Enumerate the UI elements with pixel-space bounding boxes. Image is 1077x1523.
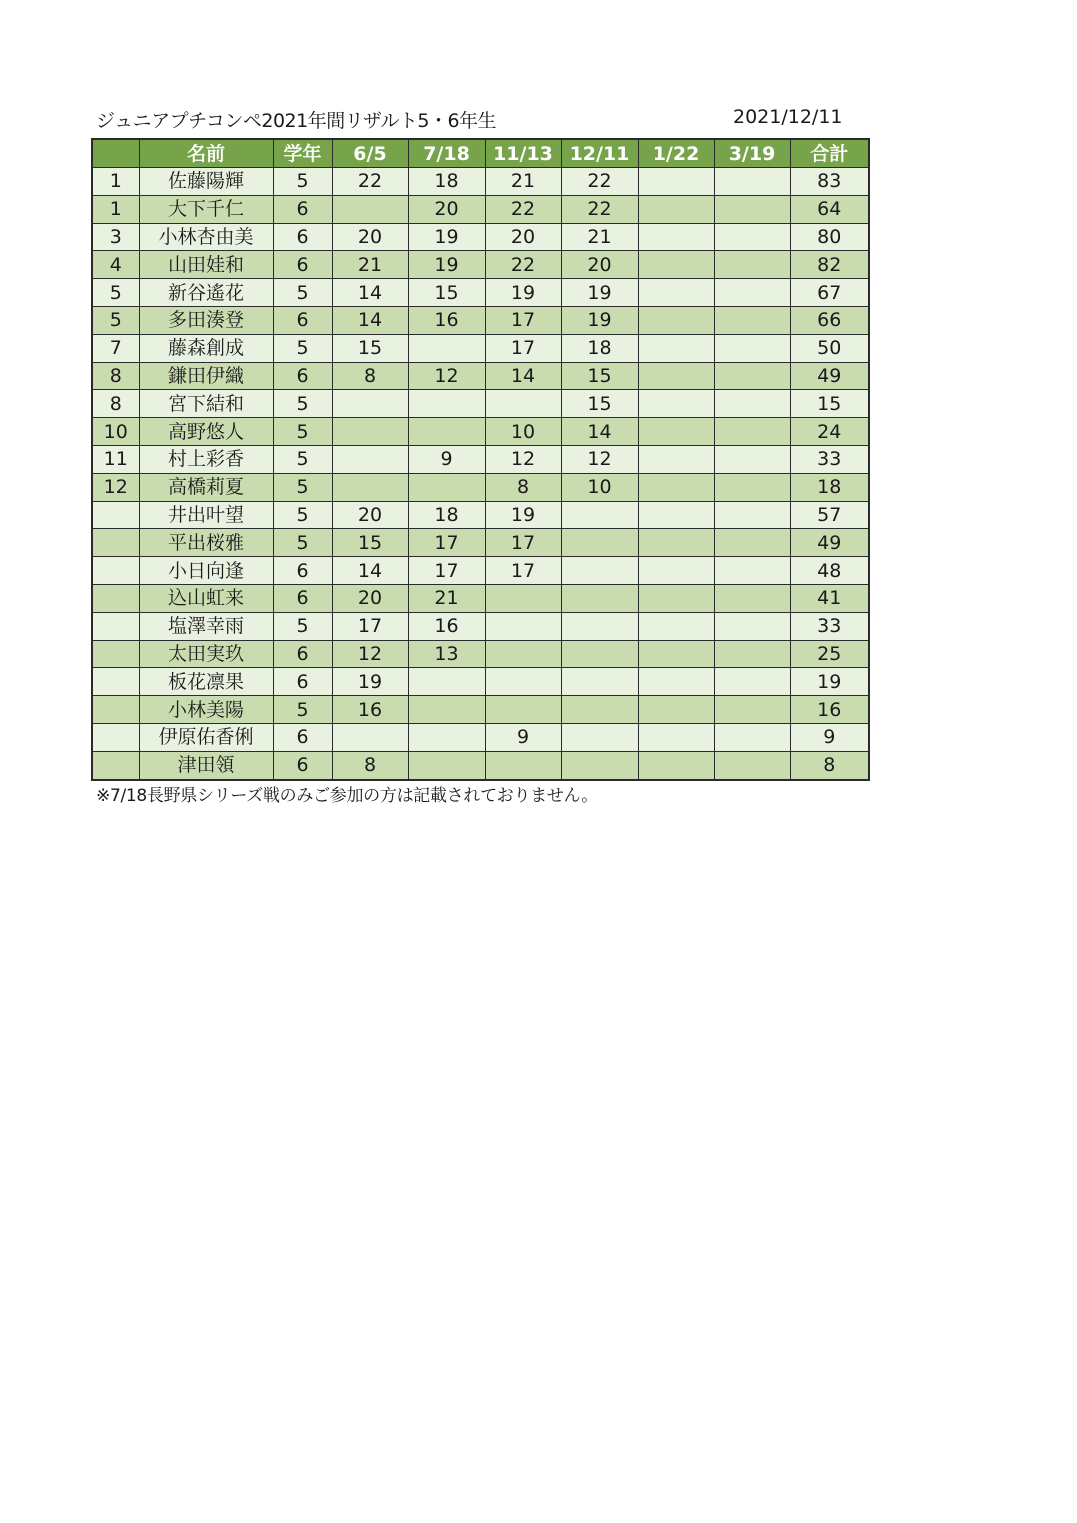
- score-1113-cell: [485, 696, 561, 724]
- total-cell: 9: [790, 723, 869, 751]
- total-cell: 33: [790, 445, 869, 473]
- table-row: [92, 279, 869, 307]
- score-0122-cell: [638, 223, 714, 251]
- score-0319-cell: [714, 418, 790, 446]
- score-0319-cell: [714, 473, 790, 501]
- score-1113-cell: 9: [485, 723, 561, 751]
- total-cell: 18: [790, 473, 869, 501]
- rank-cell: 11: [92, 445, 139, 473]
- score-0122-cell: [638, 390, 714, 418]
- score-0605-cell: 8: [332, 362, 408, 390]
- score-0319-cell: [714, 223, 790, 251]
- table-row: [92, 445, 869, 473]
- score-1113-cell: 10: [485, 418, 561, 446]
- score-1211-cell: [561, 557, 638, 585]
- col-grade-header: 学年: [273, 139, 332, 168]
- score-0605-cell: 16: [332, 696, 408, 724]
- col-rank-header: [92, 139, 139, 168]
- grade-cell: 6: [273, 723, 332, 751]
- table-body: [92, 168, 869, 780]
- score-1113-cell: [485, 640, 561, 668]
- total-cell: 48: [790, 557, 869, 585]
- name-cell: 佐藤陽輝: [139, 168, 273, 196]
- score-0122-cell: [638, 696, 714, 724]
- score-0122-cell: [638, 362, 714, 390]
- score-0718-cell: 15: [408, 279, 485, 307]
- score-1113-cell: 22: [485, 195, 561, 223]
- score-0319-cell: [714, 390, 790, 418]
- score-0122-cell: [638, 640, 714, 668]
- total-cell: 64: [790, 195, 869, 223]
- col-0718-header: 7/18: [408, 139, 485, 168]
- name-cell: 津田領: [139, 751, 273, 779]
- score-1211-cell: [561, 723, 638, 751]
- total-cell: 15: [790, 390, 869, 418]
- total-cell: 49: [790, 362, 869, 390]
- score-0718-cell: [408, 696, 485, 724]
- rank-cell: 8: [92, 362, 139, 390]
- score-0319-cell: [714, 640, 790, 668]
- col-0605-header: 6/5: [332, 139, 408, 168]
- grade-cell: 5: [273, 279, 332, 307]
- rank-cell: 10: [92, 418, 139, 446]
- score-0718-cell: [408, 751, 485, 779]
- col-name-header: 名前: [139, 139, 273, 168]
- score-1113-cell: 8: [485, 473, 561, 501]
- name-cell: 多田湊登: [139, 306, 273, 334]
- table-row: [92, 584, 869, 612]
- total-cell: 66: [790, 306, 869, 334]
- score-0122-cell: [638, 195, 714, 223]
- score-0605-cell: 21: [332, 251, 408, 279]
- table-row: [92, 501, 869, 529]
- table-row: [92, 473, 869, 501]
- total-cell: 49: [790, 529, 869, 557]
- score-1211-cell: [561, 668, 638, 696]
- total-cell: 67: [790, 279, 869, 307]
- score-0122-cell: [638, 334, 714, 362]
- total-cell: 41: [790, 584, 869, 612]
- table-row: [92, 529, 869, 557]
- name-cell: 小林杏由美: [139, 223, 273, 251]
- table-row: [92, 640, 869, 668]
- name-cell: 板花凛果: [139, 668, 273, 696]
- score-0605-cell: 15: [332, 529, 408, 557]
- grade-cell: 6: [273, 306, 332, 334]
- score-0122-cell: [638, 306, 714, 334]
- total-cell: 19: [790, 668, 869, 696]
- grade-cell: 5: [273, 390, 332, 418]
- grade-cell: 5: [273, 334, 332, 362]
- name-cell: 宮下結和: [139, 390, 273, 418]
- score-1113-cell: 14: [485, 362, 561, 390]
- rank-cell: 5: [92, 279, 139, 307]
- rank-cell: 1: [92, 168, 139, 196]
- score-0319-cell: [714, 529, 790, 557]
- grade-cell: 5: [273, 473, 332, 501]
- table-row: [92, 195, 869, 223]
- score-0718-cell: 18: [408, 168, 485, 196]
- score-0718-cell: 17: [408, 557, 485, 585]
- table-row: [92, 723, 869, 751]
- score-0319-cell: [714, 557, 790, 585]
- score-1113-cell: [485, 751, 561, 779]
- rank-cell: 8: [92, 390, 139, 418]
- grade-cell: 6: [273, 251, 332, 279]
- score-1211-cell: 19: [561, 279, 638, 307]
- grade-cell: 6: [273, 584, 332, 612]
- score-0605-cell: 19: [332, 668, 408, 696]
- score-0122-cell: [638, 501, 714, 529]
- score-1211-cell: 14: [561, 418, 638, 446]
- total-cell: 83: [790, 168, 869, 196]
- score-1113-cell: 17: [485, 334, 561, 362]
- col-0319-header: 3/19: [714, 139, 790, 168]
- name-cell: 平出桜雅: [139, 529, 273, 557]
- rank-cell: 12: [92, 473, 139, 501]
- rank-cell: 5: [92, 306, 139, 334]
- grade-cell: 6: [273, 557, 332, 585]
- name-cell: 藤森創成: [139, 334, 273, 362]
- score-1211-cell: [561, 529, 638, 557]
- score-1113-cell: 17: [485, 557, 561, 585]
- score-1211-cell: 19: [561, 306, 638, 334]
- score-1211-cell: [561, 501, 638, 529]
- col-0122-header: 1/22: [638, 139, 714, 168]
- score-1113-cell: 12: [485, 445, 561, 473]
- score-0319-cell: [714, 501, 790, 529]
- grade-cell: 6: [273, 751, 332, 779]
- name-cell: 伊原佑香俐: [139, 723, 273, 751]
- score-0122-cell: [638, 557, 714, 585]
- score-0319-cell: [714, 168, 790, 196]
- grade-cell: 6: [273, 223, 332, 251]
- score-0319-cell: [714, 584, 790, 612]
- score-1113-cell: [485, 584, 561, 612]
- rank-cell: [92, 584, 139, 612]
- score-0718-cell: [408, 418, 485, 446]
- score-1113-cell: 19: [485, 279, 561, 307]
- score-1211-cell: 22: [561, 168, 638, 196]
- score-1113-cell: [485, 390, 561, 418]
- score-0605-cell: [332, 418, 408, 446]
- table-row: [92, 390, 869, 418]
- rank-cell: [92, 501, 139, 529]
- footnote: ※7/18長野県シリーズ戦のみご参加の方は記載されておりません。: [96, 786, 598, 806]
- score-0605-cell: [332, 390, 408, 418]
- score-0718-cell: 20: [408, 195, 485, 223]
- score-0718-cell: 13: [408, 640, 485, 668]
- grade-cell: 5: [273, 418, 332, 446]
- score-0122-cell: [638, 723, 714, 751]
- score-0605-cell: 20: [332, 223, 408, 251]
- score-1211-cell: 18: [561, 334, 638, 362]
- score-0605-cell: 14: [332, 557, 408, 585]
- score-0319-cell: [714, 723, 790, 751]
- score-0605-cell: 14: [332, 279, 408, 307]
- score-1211-cell: 10: [561, 473, 638, 501]
- score-0122-cell: [638, 251, 714, 279]
- score-1113-cell: 20: [485, 223, 561, 251]
- name-cell: 高橋莉夏: [139, 473, 273, 501]
- score-1113-cell: 17: [485, 306, 561, 334]
- table-row: [92, 223, 869, 251]
- rank-cell: 4: [92, 251, 139, 279]
- score-0319-cell: [714, 279, 790, 307]
- score-0122-cell: [638, 279, 714, 307]
- score-1113-cell: 19: [485, 501, 561, 529]
- score-1211-cell: [561, 751, 638, 779]
- score-0718-cell: [408, 334, 485, 362]
- score-0605-cell: 20: [332, 501, 408, 529]
- score-0122-cell: [638, 751, 714, 779]
- grade-cell: 5: [273, 529, 332, 557]
- total-cell: 82: [790, 251, 869, 279]
- name-cell: 小林美陽: [139, 696, 273, 724]
- total-cell: 25: [790, 640, 869, 668]
- header-row: [92, 139, 869, 168]
- rank-cell: [92, 612, 139, 640]
- score-0605-cell: [332, 473, 408, 501]
- name-cell: 村上彩香: [139, 445, 273, 473]
- grade-cell: 6: [273, 668, 332, 696]
- score-0718-cell: 9: [408, 445, 485, 473]
- score-1211-cell: 20: [561, 251, 638, 279]
- rank-cell: [92, 668, 139, 696]
- grade-cell: 5: [273, 168, 332, 196]
- total-cell: 16: [790, 696, 869, 724]
- table-row: [92, 696, 869, 724]
- score-0718-cell: [408, 473, 485, 501]
- name-cell: 太田実玖: [139, 640, 273, 668]
- score-0319-cell: [714, 306, 790, 334]
- score-0122-cell: [638, 445, 714, 473]
- score-1211-cell: [561, 612, 638, 640]
- score-0718-cell: [408, 390, 485, 418]
- rank-cell: 1: [92, 195, 139, 223]
- total-cell: 50: [790, 334, 869, 362]
- rank-cell: [92, 723, 139, 751]
- score-1113-cell: 21: [485, 168, 561, 196]
- col-1211-header: 12/11: [561, 139, 638, 168]
- table-row: [92, 306, 869, 334]
- score-1211-cell: [561, 584, 638, 612]
- name-cell: 塩澤幸雨: [139, 612, 273, 640]
- col-1113-header: 11/13: [485, 139, 561, 168]
- table-row: [92, 251, 869, 279]
- table-row: [92, 751, 869, 779]
- score-1211-cell: [561, 640, 638, 668]
- rank-cell: [92, 751, 139, 779]
- name-cell: 新谷遙花: [139, 279, 273, 307]
- score-0319-cell: [714, 251, 790, 279]
- name-cell: 高野悠人: [139, 418, 273, 446]
- score-1113-cell: [485, 668, 561, 696]
- score-0319-cell: [714, 696, 790, 724]
- score-0605-cell: 12: [332, 640, 408, 668]
- total-cell: 8: [790, 751, 869, 779]
- grade-cell: 5: [273, 445, 332, 473]
- grade-cell: 6: [273, 640, 332, 668]
- name-cell: 小日向逢: [139, 557, 273, 585]
- table-row: [92, 612, 869, 640]
- table-row: [92, 334, 869, 362]
- total-cell: 57: [790, 501, 869, 529]
- score-0122-cell: [638, 612, 714, 640]
- score-0718-cell: 18: [408, 501, 485, 529]
- score-0718-cell: 19: [408, 223, 485, 251]
- score-0319-cell: [714, 334, 790, 362]
- table-row: [92, 418, 869, 446]
- rank-cell: [92, 557, 139, 585]
- rank-cell: 3: [92, 223, 139, 251]
- score-1211-cell: 21: [561, 223, 638, 251]
- score-0605-cell: 17: [332, 612, 408, 640]
- report-date: 2021/12/11: [733, 106, 843, 128]
- score-0605-cell: 22: [332, 168, 408, 196]
- score-0122-cell: [638, 168, 714, 196]
- score-0319-cell: [714, 668, 790, 696]
- score-0319-cell: [714, 751, 790, 779]
- score-0122-cell: [638, 418, 714, 446]
- score-0718-cell: [408, 668, 485, 696]
- score-0605-cell: 20: [332, 584, 408, 612]
- score-0718-cell: 19: [408, 251, 485, 279]
- col-total-header: 合計: [790, 139, 869, 168]
- score-0122-cell: [638, 529, 714, 557]
- rank-cell: [92, 696, 139, 724]
- score-0319-cell: [714, 362, 790, 390]
- total-cell: 80: [790, 223, 869, 251]
- name-cell: 鎌田伊織: [139, 362, 273, 390]
- rank-cell: [92, 640, 139, 668]
- score-0605-cell: 15: [332, 334, 408, 362]
- score-1113-cell: 17: [485, 529, 561, 557]
- score-0718-cell: 16: [408, 306, 485, 334]
- score-0122-cell: [638, 668, 714, 696]
- score-1113-cell: [485, 612, 561, 640]
- score-1211-cell: 22: [561, 195, 638, 223]
- score-0718-cell: 21: [408, 584, 485, 612]
- score-1211-cell: 15: [561, 390, 638, 418]
- total-cell: 33: [790, 612, 869, 640]
- grade-cell: 5: [273, 501, 332, 529]
- page-title: ジュニアプチコンペ2021年間リザルト5・6年生: [96, 110, 497, 132]
- name-cell: 大下千仁: [139, 195, 273, 223]
- rank-cell: [92, 529, 139, 557]
- name-cell: 山田娃和: [139, 251, 273, 279]
- name-cell: 込山虹来: [139, 584, 273, 612]
- score-0605-cell: 8: [332, 751, 408, 779]
- score-0718-cell: 16: [408, 612, 485, 640]
- grade-cell: 5: [273, 696, 332, 724]
- score-0605-cell: [332, 195, 408, 223]
- score-0718-cell: [408, 723, 485, 751]
- grade-cell: 6: [273, 195, 332, 223]
- score-0605-cell: [332, 445, 408, 473]
- table-row: [92, 168, 869, 196]
- results-table: [91, 138, 870, 781]
- score-1211-cell: [561, 696, 638, 724]
- table-header: [92, 139, 869, 168]
- name-cell: 井出叶望: [139, 501, 273, 529]
- grade-cell: 6: [273, 362, 332, 390]
- score-0718-cell: 12: [408, 362, 485, 390]
- score-0605-cell: [332, 723, 408, 751]
- score-1113-cell: 22: [485, 251, 561, 279]
- score-0718-cell: 17: [408, 529, 485, 557]
- score-0122-cell: [638, 584, 714, 612]
- table-row: [92, 362, 869, 390]
- table-row: [92, 557, 869, 585]
- score-0319-cell: [714, 195, 790, 223]
- table-row: [92, 668, 869, 696]
- score-0319-cell: [714, 445, 790, 473]
- grade-cell: 5: [273, 612, 332, 640]
- score-1211-cell: 12: [561, 445, 638, 473]
- score-0122-cell: [638, 473, 714, 501]
- rank-cell: 7: [92, 334, 139, 362]
- score-0605-cell: 14: [332, 306, 408, 334]
- score-1211-cell: 15: [561, 362, 638, 390]
- score-0319-cell: [714, 612, 790, 640]
- total-cell: 24: [790, 418, 869, 446]
